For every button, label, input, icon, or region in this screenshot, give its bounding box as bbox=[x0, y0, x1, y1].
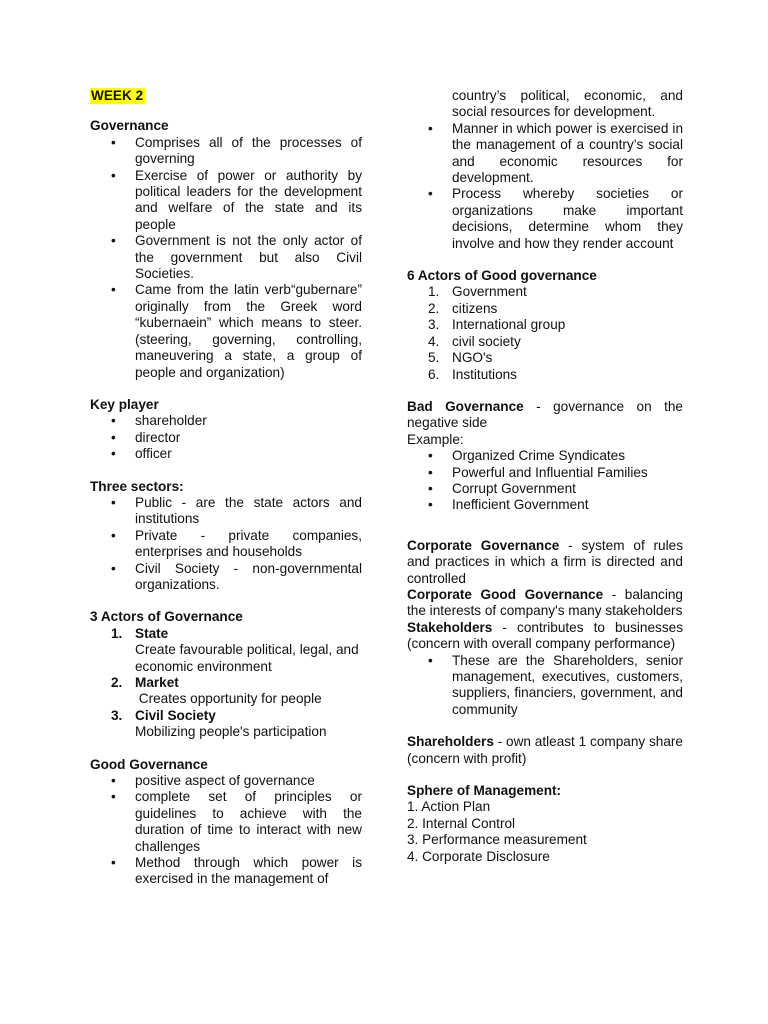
shareholders-text: - own atleast 1 company share (concern with profit) bbox=[407, 734, 683, 766]
week-label: WEEK 2 bbox=[91, 88, 144, 103]
actor-description: Mobilizing people's participation bbox=[135, 724, 327, 740]
actor-title: Market bbox=[135, 675, 179, 690]
corporate-good-governance-definition bbox=[407, 587, 683, 620]
list-item: • These are the Shareholders, senior management, executives, customers, suppliers, financiers, government, and community bbox=[452, 653, 683, 719]
item-text: citizens bbox=[452, 300, 498, 316]
list-item-continued: country’s political, economic, and social resources for development. bbox=[452, 88, 683, 120]
list-item: • Powerful and Influential Families bbox=[452, 465, 683, 481]
corporate-governance-term: Corporate Governance bbox=[407, 537, 560, 553]
item-text: Government bbox=[452, 284, 527, 300]
list-item: • Comprises all of the processes of governing bbox=[135, 135, 362, 168]
list-item bbox=[428, 284, 683, 300]
list-item bbox=[428, 350, 683, 366]
corporate-section bbox=[407, 538, 683, 718]
actor-title: State bbox=[135, 625, 169, 641]
actor-number: 1. bbox=[111, 625, 123, 641]
item-number: 6. bbox=[428, 366, 440, 382]
list-item: • positive aspect of governance bbox=[135, 773, 362, 789]
item-number: 1. bbox=[428, 284, 440, 300]
list-item: 1. Action Plan bbox=[407, 799, 491, 815]
right-column bbox=[407, 88, 683, 881]
good-governance-section bbox=[90, 757, 362, 888]
list-item: • Process whereby societies or organizations make important decisions, determine whom they involve and how they render account bbox=[452, 186, 683, 252]
item-number: 4. bbox=[428, 333, 440, 349]
shareholders-term: Shareholders bbox=[407, 734, 494, 750]
list-item bbox=[428, 333, 683, 350]
stakeholders-text: - contributes to businesses (concern with overall company performance) bbox=[407, 619, 683, 652]
list-item: • director bbox=[135, 430, 362, 446]
item-number: 2. bbox=[428, 300, 440, 316]
item-text: Institutions bbox=[452, 366, 517, 382]
bad-governance-text: - governance on the negative side bbox=[407, 398, 683, 431]
list-item bbox=[428, 317, 683, 333]
actor-number: 2. bbox=[111, 675, 123, 690]
governance-heading: Governance bbox=[90, 118, 169, 134]
list-item: • Civil Society - non-governmental organizations. bbox=[135, 561, 362, 594]
corporate-good-governance-term: Corporate Good Governance bbox=[407, 586, 604, 602]
item-text: NGO's bbox=[452, 350, 493, 366]
list-item: • officer bbox=[135, 446, 362, 462]
actor-item bbox=[111, 675, 362, 708]
item-number: 5. bbox=[428, 350, 440, 366]
actor-item bbox=[111, 625, 362, 675]
three-sectors-heading: Three sectors: bbox=[90, 478, 184, 494]
item-text: civil society bbox=[452, 333, 521, 349]
list-item: • Method through which power is exercised in the management of bbox=[135, 855, 362, 888]
corporate-governance-text: - system of rules and practices in which a firm is directed and controlled bbox=[407, 537, 683, 586]
actor-description: Creates opportunity for people bbox=[135, 691, 322, 707]
actor-description: Create favourable political, legal, and economic environment bbox=[135, 642, 359, 674]
bad-governance-definition bbox=[407, 399, 683, 432]
bad-governance-section bbox=[407, 399, 683, 514]
list-item: • shareholder bbox=[135, 413, 362, 429]
key-player-heading: Key player bbox=[90, 396, 159, 412]
list-item: • complete set of principles or guidelines to achieve with the duration of time to interact with new challenges bbox=[135, 789, 362, 855]
good-governance-continued bbox=[407, 88, 683, 252]
sphere-section bbox=[407, 783, 683, 865]
shareholders-section bbox=[407, 734, 683, 767]
bad-governance-term: Bad Governance bbox=[407, 398, 524, 414]
stakeholders-definition bbox=[407, 620, 683, 653]
corporate-good-governance-text: - balancing the interests of company's many stakeholders bbox=[407, 586, 683, 619]
list-item: 4. Corporate Disclosure bbox=[407, 848, 550, 864]
sphere-heading: Sphere of Management: bbox=[407, 783, 562, 799]
list-item: • Inefficient Government bbox=[452, 497, 683, 513]
list-item: • Government is not the only actor of the government but also Civil Societies. bbox=[135, 233, 362, 282]
list-item: • Manner in which power is exercised in the management of a country’s social and economic resources for development. bbox=[452, 121, 683, 187]
key-player-section bbox=[90, 397, 362, 463]
three-actors-section bbox=[90, 609, 362, 740]
actor-item bbox=[111, 707, 362, 741]
list-item: • Private - private companies, enterprises and households bbox=[135, 528, 362, 561]
list-item: 3. Performance measurement bbox=[407, 832, 587, 848]
three-actors-heading: 3 Actors of Governance bbox=[90, 609, 243, 625]
six-actors-section bbox=[407, 268, 683, 383]
six-actors-heading: 6 Actors of Good governance bbox=[407, 268, 597, 284]
stakeholders-term: Stakeholders bbox=[407, 619, 493, 635]
actor-title: Civil Society bbox=[135, 707, 216, 723]
list-item: • Corrupt Government bbox=[452, 481, 683, 497]
list-item: • Came from the latin verb“gubernare” originally from the Greek word “kubernaein” which means to steer. (steering, governing, controlling, maneuvering a state, a group of people and organization) bbox=[135, 282, 362, 380]
list-item bbox=[428, 366, 683, 383]
list-item bbox=[428, 300, 683, 317]
list-item: • Exercise of power or authority by political leaders for the development and welfare of the state and its people bbox=[135, 168, 362, 234]
three-sectors-section bbox=[90, 479, 362, 594]
good-governance-heading: Good Governance bbox=[90, 756, 208, 772]
item-text: International group bbox=[452, 317, 566, 333]
corporate-governance-definition bbox=[407, 538, 683, 587]
example-label: Example: bbox=[407, 431, 464, 447]
left-column bbox=[90, 88, 362, 904]
governance-section bbox=[90, 118, 362, 381]
list-item: • Public - are the state actors and institutions bbox=[135, 495, 362, 528]
list-item: • Organized Crime Syndicates bbox=[452, 448, 683, 464]
actor-number: 3. bbox=[111, 707, 123, 723]
shareholders-definition bbox=[407, 734, 683, 767]
list-item: 2. Internal Control bbox=[407, 815, 516, 831]
item-number: 3. bbox=[428, 317, 440, 333]
